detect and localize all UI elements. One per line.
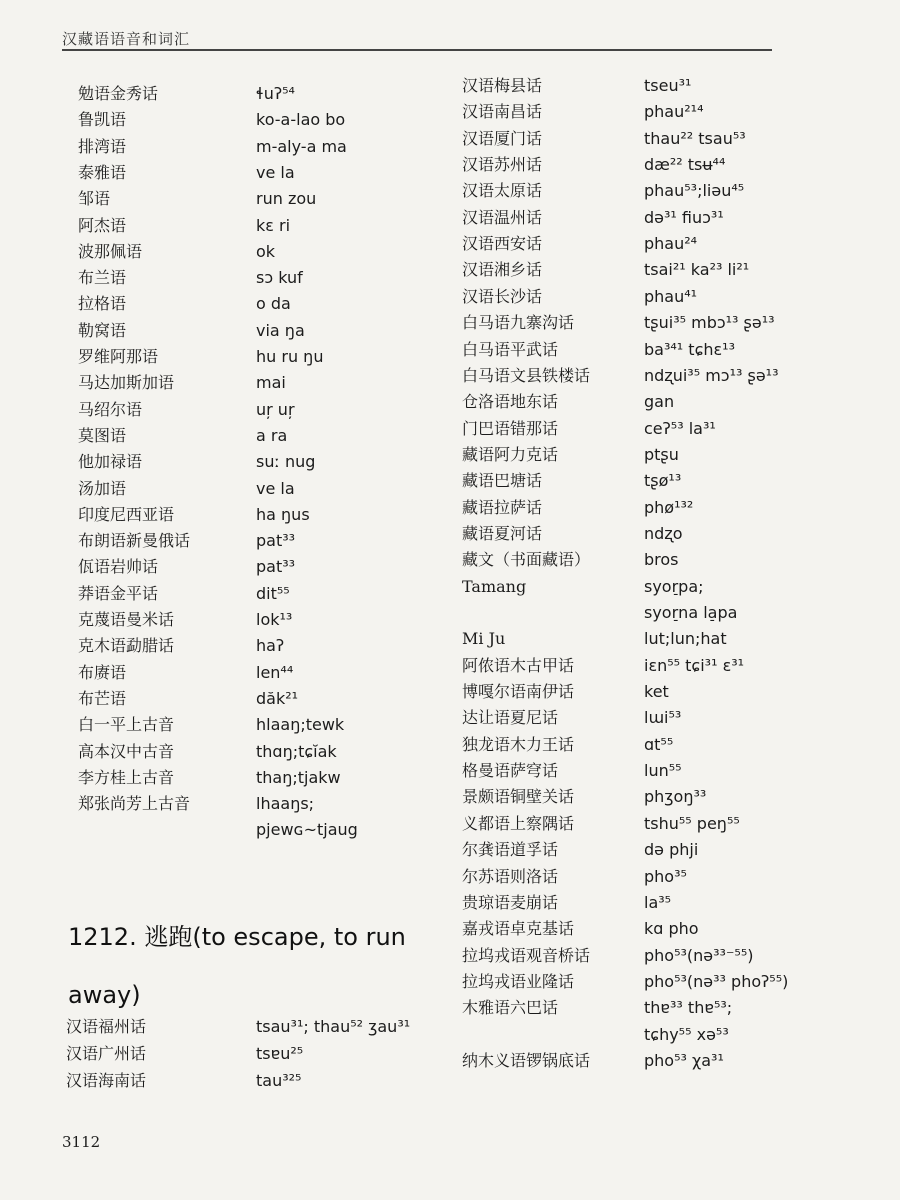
word-form: tɕhy⁵⁵ xə⁵³ (644, 1024, 729, 1044)
word-form: run zou (256, 189, 317, 209)
language-name: 汉语厦门话 (462, 128, 543, 148)
word-form: tsau³¹; thau⁵² ʒau³¹ (256, 1017, 411, 1036)
word-form: ndʐui³⁵ mɔ¹³ ʂə¹³ (644, 365, 779, 385)
word-form: ɑt⁵⁵ (644, 734, 674, 754)
word-form: iɛn⁵⁵ tɕi³¹ ɛ³¹ (644, 655, 745, 675)
word-form: phau²¹⁴ (644, 102, 704, 122)
language-name: 拉坞戎语业隆话 (462, 971, 575, 991)
word-form: pho⁵³(nə³³⁻⁵⁵) (644, 945, 754, 965)
language-name: 贵琼语麦崩话 (462, 892, 559, 912)
word-form: syor̠pa; (644, 576, 704, 596)
language-name: 尔苏语则洛话 (462, 866, 559, 886)
language-name: 白马语平武话 (462, 339, 559, 359)
language-name: 白马语九寨沟话 (462, 313, 575, 333)
language-name: 他加禄语 (78, 452, 143, 472)
word-form: hlaaŋ;tewk (256, 715, 345, 735)
word-form: syor̠na la̠pa (644, 603, 738, 622)
word-form: pat³³ (256, 531, 296, 551)
language-name: 布赓语 (78, 662, 127, 682)
word-form: len⁴⁴ (256, 662, 294, 682)
word-form: pho⁵³(nə³³ phoʔ⁵⁵) (644, 971, 789, 991)
language-name: 汤加语 (78, 478, 127, 498)
language-name: 马达加斯加语 (78, 373, 175, 393)
word-form: də phji (644, 840, 699, 860)
word-form: a ra (256, 425, 288, 445)
word-form: dăk²¹ (256, 688, 299, 708)
language-name: 勒窝语 (78, 320, 127, 340)
word-form: ndʐo (644, 523, 683, 543)
language-name: 汉语太原话 (462, 181, 543, 201)
language-name: 汉语苏州话 (462, 155, 543, 175)
language-name: 郑张尚芳上古音 (78, 794, 191, 814)
language-name: 汉语梅县话 (462, 76, 543, 95)
header-rule (62, 49, 772, 51)
word-form: tsɐu²⁵ (256, 1044, 304, 1063)
word-form: gan (644, 392, 675, 412)
language-name: 排湾语 (78, 136, 127, 156)
language-name: 汉语温州话 (462, 207, 543, 227)
word-form: thau²² tsau⁵³ (644, 128, 746, 148)
language-name: 独龙语木力王话 (462, 734, 575, 754)
language-name: 汉语广州话 (66, 1044, 147, 1063)
word-form: tʂø¹³ (644, 471, 682, 491)
word-form: tseu³¹ (644, 76, 692, 95)
language-name: 莫图语 (78, 425, 127, 445)
language-name: 藏语巴塘话 (462, 471, 543, 491)
language-name: 罗维阿那语 (78, 347, 159, 366)
page-number: 3112 (62, 1133, 101, 1151)
word-form: lok¹³ (256, 610, 293, 629)
section-heading: 1212. 逃跑(to escape, to run away) (68, 923, 406, 1009)
language-name: 鲁凯语 (78, 110, 127, 130)
language-name: 波那佩语 (78, 241, 143, 261)
word-form: kɛ ri (256, 215, 291, 235)
language-name: 布朗语新曼俄话 (78, 531, 191, 551)
word-form: dæ²² tsʉ⁴⁴ (644, 155, 726, 175)
word-form: via ŋa (256, 320, 305, 340)
word-form: uŗ uŗ (256, 399, 295, 419)
word-form: ok (256, 241, 276, 261)
language-name: 木雅语六巴话 (462, 998, 559, 1018)
language-name: 阿杰语 (78, 215, 127, 235)
language-name: 景颇语铜壁关话 (462, 787, 575, 807)
word-form: phau⁴¹ (644, 286, 698, 306)
language-name: 白马语文县铁楼话 (462, 365, 591, 385)
language-name: 莽语金平话 (78, 583, 159, 603)
language-name: 克蔑语曼米话 (78, 610, 175, 629)
language-name: 拉坞戎语观音桥话 (462, 945, 591, 965)
word-form: m-aly-a ma (256, 136, 347, 156)
word-form: haʔ (256, 636, 285, 656)
language-name: 布芒语 (78, 688, 127, 708)
word-form: hu ru ŋu (256, 347, 324, 366)
language-name: 藏语拉萨话 (462, 497, 543, 517)
language-name: Mi Ju (462, 629, 506, 649)
word-form: pjewɢ~tjaug (256, 820, 358, 840)
language-name: 汉语长沙话 (462, 286, 543, 306)
language-name: 嘉戎语卓克基话 (462, 919, 575, 939)
word-form: lɯi⁵³ (644, 708, 682, 728)
language-name: 邹语 (78, 189, 111, 209)
language-name: 汉语湘乡话 (462, 260, 543, 280)
word-form: də³¹ fiuɔ³¹ (644, 207, 724, 227)
word-form: ket (644, 682, 669, 702)
language-name: 藏语阿力克话 (462, 444, 559, 464)
language-name: 汉语福州话 (66, 1017, 147, 1036)
word-form: ɬuʔ⁵⁴ (256, 84, 295, 103)
language-name: Tamang (462, 576, 527, 596)
word-form: pho⁵³ χa³¹ (644, 1050, 724, 1070)
running-header: 汉藏语语音和词汇 (62, 30, 191, 48)
word-form: thɑŋ;tɕĭak (256, 741, 337, 761)
word-form: lut;lun;hat (644, 629, 727, 649)
word-form: lun⁵⁵ (644, 761, 682, 781)
word-form: ve la (256, 478, 295, 498)
word-form: tshu⁵⁵ peŋ⁵⁵ (644, 813, 740, 833)
language-name: 汉语南昌话 (462, 102, 543, 122)
word-form: dit⁵⁵ (256, 583, 290, 603)
word-form: ko-a-lao bo (256, 110, 346, 130)
language-name: 纳木义语锣锅底话 (462, 1050, 591, 1070)
word-form: mai (256, 373, 286, 393)
language-name: 勉语金秀话 (78, 84, 159, 103)
language-name: 克木语勐腊话 (78, 636, 175, 656)
language-name: 达让语夏尼话 (462, 708, 559, 728)
word-form: ve la (256, 162, 295, 182)
language-name: 佤语岩帅话 (78, 557, 159, 577)
word-form: ceʔ⁵³ la³¹ (644, 418, 716, 438)
word-form: bros (644, 550, 679, 570)
word-form: pat³³ (256, 557, 296, 577)
language-name: 格曼语萨穹话 (462, 761, 559, 781)
language-name: 博嘎尔语南伊话 (462, 682, 575, 702)
language-name: 藏文（书面藏语） (462, 550, 591, 570)
word-form: lhaaŋs; (256, 794, 315, 814)
language-name: 高本汉中古音 (78, 741, 175, 761)
language-name: 布兰语 (78, 268, 127, 288)
language-name: 义都语上察隅话 (462, 813, 575, 833)
language-name: 阿侬语木古甲话 (462, 655, 575, 675)
word-form: tau³²⁵ (256, 1071, 302, 1090)
language-name: 仓洛语地东话 (462, 392, 559, 412)
word-form: tsai²¹ ka²³ li²¹ (644, 260, 750, 280)
word-form: kɑ pho (644, 919, 699, 939)
word-form: ptʂu (644, 444, 679, 464)
language-name: 泰雅语 (78, 162, 127, 182)
word-form: phau⁵³;liəu⁴⁵ (644, 181, 745, 201)
word-form: phʒoŋ³³ (644, 787, 707, 807)
word-form: tʂui³⁵ mbɔ¹³ ʂə¹³ (644, 313, 775, 333)
language-name: 拉格语 (78, 294, 127, 314)
language-name: 印度尼西亚语 (78, 504, 175, 524)
language-name: 马绍尔语 (78, 399, 143, 419)
word-form: phø¹³² (644, 497, 694, 517)
language-name: 汉语西安话 (462, 234, 543, 254)
language-name: 藏语夏河话 (462, 523, 543, 543)
word-form: pho³⁵ (644, 866, 687, 886)
language-name: 李方桂上古音 (78, 767, 175, 787)
word-form: ha ŋus (256, 504, 310, 524)
word-form: la³⁵ (644, 892, 672, 912)
language-name: 汉语海南话 (66, 1071, 147, 1090)
word-form: o da (256, 294, 291, 314)
language-name: 尔龚语道孚话 (462, 840, 559, 860)
language-name: 门巴语错那话 (462, 418, 559, 438)
word-form: thɐ³³ thɐ⁵³; (644, 998, 733, 1018)
word-form: ba³⁴¹ tɕhɛ¹³ (644, 339, 735, 359)
word-form: suː nug (256, 452, 316, 472)
word-form: sɔ kuf (256, 268, 303, 288)
word-form: thaŋ;tjakw (256, 767, 341, 787)
word-form: phau²⁴ (644, 234, 698, 254)
language-name: 白一平上古音 (78, 715, 175, 735)
